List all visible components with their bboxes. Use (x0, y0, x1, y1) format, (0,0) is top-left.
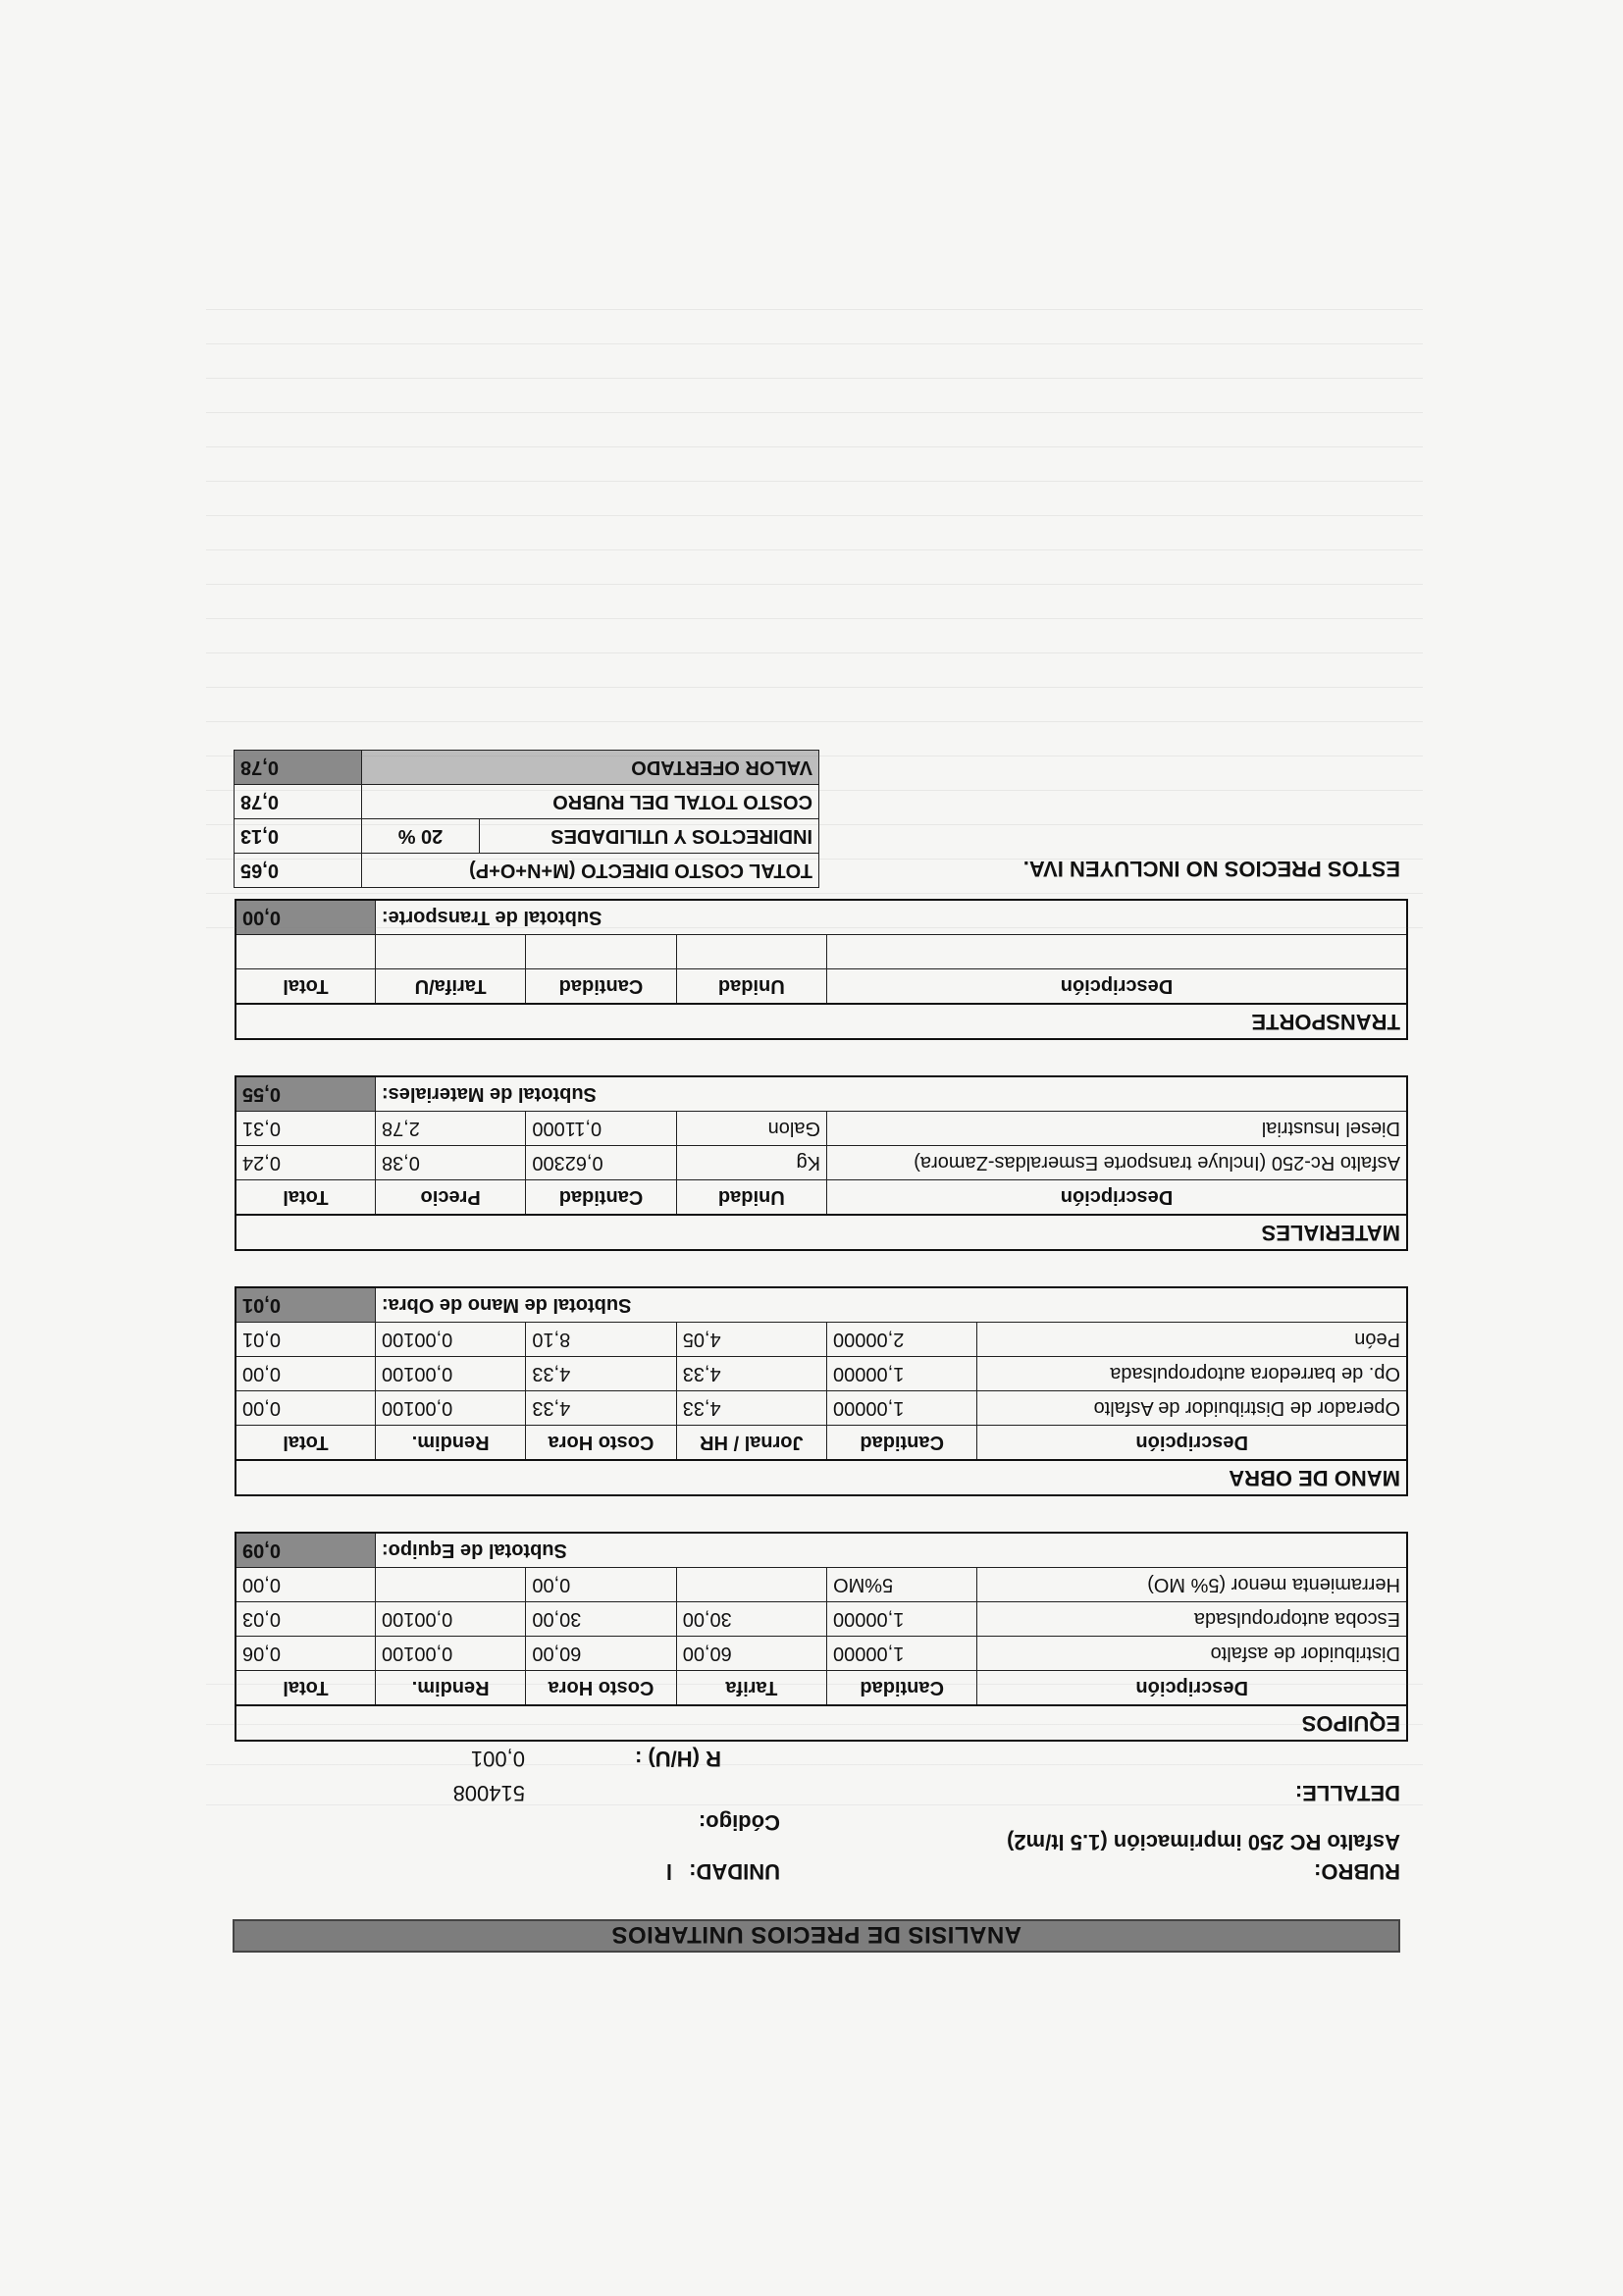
codigo-label: Código: (698, 1810, 780, 1835)
mano-obra-subtotal-value: 0,01 (236, 1287, 376, 1323)
cell: 1,00000 (827, 1602, 977, 1637)
materiales-subtotal-value: 0,55 (236, 1076, 375, 1112)
codigo-value: 514008 (452, 1781, 525, 1805)
rubro-label: RUBRO: (1314, 1859, 1400, 1884)
mano-obra-table (235, 1286, 1408, 1496)
costo-total-value: 0,78 (235, 785, 362, 819)
cell: 0,11000 (526, 1112, 676, 1146)
cell: 1,00000 (827, 1391, 977, 1426)
equipos-heading: EQUIPOS (236, 1705, 1407, 1741)
document-title: ANALISIS DE PRECIOS UNITARIOS (233, 1919, 1400, 1953)
cell: 4,33 (676, 1357, 826, 1391)
cell: 0,00 (236, 1568, 376, 1602)
col-header: Rendim. (376, 1671, 526, 1706)
col-header: Unidad (676, 1180, 826, 1216)
cell: 0,00100 (376, 1357, 526, 1391)
table-row (236, 1112, 1407, 1146)
col-header: Costo Hora (526, 1426, 676, 1461)
col-header: Descripción (977, 1671, 1407, 1706)
col-header: Cantidad (827, 1426, 977, 1461)
col-header: Unidad (676, 969, 826, 1005)
cell: 0,06 (236, 1637, 376, 1671)
indirectos-percent: 20 % (362, 819, 480, 854)
cell: 0,00100 (376, 1602, 526, 1637)
cell: Diesel Insustrial (827, 1112, 1407, 1146)
cell (676, 1568, 826, 1602)
transporte-heading: TRANSPORTE (236, 1004, 1407, 1039)
cell: 4,33 (676, 1391, 826, 1426)
cell: 0,31 (236, 1112, 375, 1146)
cell: Kg (676, 1146, 826, 1180)
cell: 60,00 (526, 1637, 676, 1671)
cell: 0,00100 (376, 1391, 526, 1426)
materiales-subtotal-label: Subtotal de Materiales: (375, 1076, 1407, 1112)
bleed-through-area (206, 294, 1423, 962)
col-header: Cantidad (827, 1671, 977, 1706)
cell: 2,00000 (827, 1323, 977, 1357)
col-header: Descripción (977, 1426, 1407, 1461)
col-header: Total (236, 1671, 376, 1706)
equipos-subtotal-label: Subtotal de Equipo: (376, 1533, 1408, 1568)
cell: Herramienta menor (5% MO) (977, 1568, 1407, 1602)
cell: Op. de barredora autopropulsada (977, 1357, 1407, 1391)
cell: 5%MO (827, 1568, 977, 1602)
col-header: Costo Hora (526, 1671, 676, 1706)
cell: 0,00 (526, 1568, 676, 1602)
cell: 30,00 (526, 1602, 676, 1637)
col-header: Tarifa/U (375, 969, 525, 1005)
equipos-subtotal-value: 0,09 (236, 1533, 376, 1568)
cell: 0,00 (236, 1391, 376, 1426)
mano-obra-heading: MANO DE OBRA (236, 1460, 1407, 1495)
col-header: Precio (375, 1180, 525, 1216)
cell: 2,78 (375, 1112, 525, 1146)
cell: Galon (676, 1112, 826, 1146)
cell: 0,03 (236, 1602, 376, 1637)
col-header: Total (236, 969, 375, 1005)
cell: Operador de Distribuidor de Asfalto (977, 1391, 1407, 1426)
cell: 1,00000 (827, 1637, 977, 1671)
col-header: Cantidad (526, 1180, 676, 1216)
unidad-value: l (665, 1859, 672, 1884)
total-directo-value: 0,65 (235, 854, 362, 888)
col-header: Total (236, 1180, 375, 1216)
cell: 0,00100 (376, 1637, 526, 1671)
table-row (236, 1602, 1407, 1637)
mano-obra-subtotal-label: Subtotal de Mano de Obra: (376, 1287, 1408, 1323)
cell: 1,00000 (827, 1357, 977, 1391)
transporte-subtotal-label: Subtotal de Transporte: (375, 900, 1407, 935)
cell: 30,00 (676, 1602, 826, 1637)
table-row (236, 1323, 1407, 1357)
cell: Asfalto Rc-250 (Incluye transporte Esmeraldas-Zamora) (827, 1146, 1407, 1180)
table-row (236, 1391, 1407, 1426)
cell: Distribuidor de asfalto (977, 1637, 1407, 1671)
col-header: Descripción (827, 1180, 1407, 1216)
col-header: Rendim. (376, 1426, 526, 1461)
col-header: Tarifa (676, 1671, 826, 1706)
indirectos-label: INDIRECTOS Y UTILIDADES (480, 819, 819, 854)
rhu-label: R (H/U) : (635, 1747, 721, 1771)
table-row (236, 1637, 1407, 1671)
table-row (236, 1146, 1407, 1180)
unidad-label: UNIDAD: (689, 1859, 780, 1884)
detalle-label: DETALLE: (1294, 1781, 1400, 1805)
materiales-heading: MATERIALES (236, 1215, 1407, 1250)
col-header: Descripción (827, 969, 1408, 1005)
col-header: Cantidad (526, 969, 676, 1005)
total-directo-label: TOTAL COSTO DIRECTO (M+N+O+P) (362, 854, 819, 888)
cell: 0,00100 (376, 1323, 526, 1357)
col-header: Total (236, 1426, 376, 1461)
cell: 4,33 (526, 1357, 676, 1391)
cell: 4,05 (676, 1323, 826, 1357)
cell: 8,10 (526, 1323, 676, 1357)
cell: 0,24 (236, 1146, 375, 1180)
cell: Peón (977, 1323, 1407, 1357)
table-row (236, 1357, 1407, 1391)
cell: Escoba autopropulsada (977, 1602, 1407, 1637)
rubro-value: Asfalto RC 250 imprimación (1.5 lt/m2) (1007, 1830, 1400, 1854)
rhu-value: 0,001 (470, 1747, 525, 1771)
cell: 0,62300 (526, 1146, 676, 1180)
cell: 60,00 (676, 1637, 826, 1671)
indirectos-value: 0,13 (235, 819, 362, 854)
valor-ofertado-value: 0,78 (235, 751, 362, 785)
iva-note: ESTOS PRECIOS NO INCLUYEN IVA. (1022, 857, 1400, 881)
table-row (236, 1568, 1407, 1602)
cell: 0,01 (236, 1323, 376, 1357)
materiales-table (235, 1075, 1408, 1251)
cell: 4,33 (526, 1391, 676, 1426)
col-header: Jornal / HR (676, 1426, 826, 1461)
cell (376, 1568, 526, 1602)
costo-total-label: COSTO TOTAL DEL RUBRO (362, 785, 819, 819)
bleed-through-area (206, 1668, 1423, 1845)
cell: 0,38 (375, 1146, 525, 1180)
valor-ofertado-label: VALOR OFERTADO (362, 751, 819, 785)
cell: 0,00 (236, 1357, 376, 1391)
transporte-subtotal-value: 0,00 (236, 900, 375, 935)
